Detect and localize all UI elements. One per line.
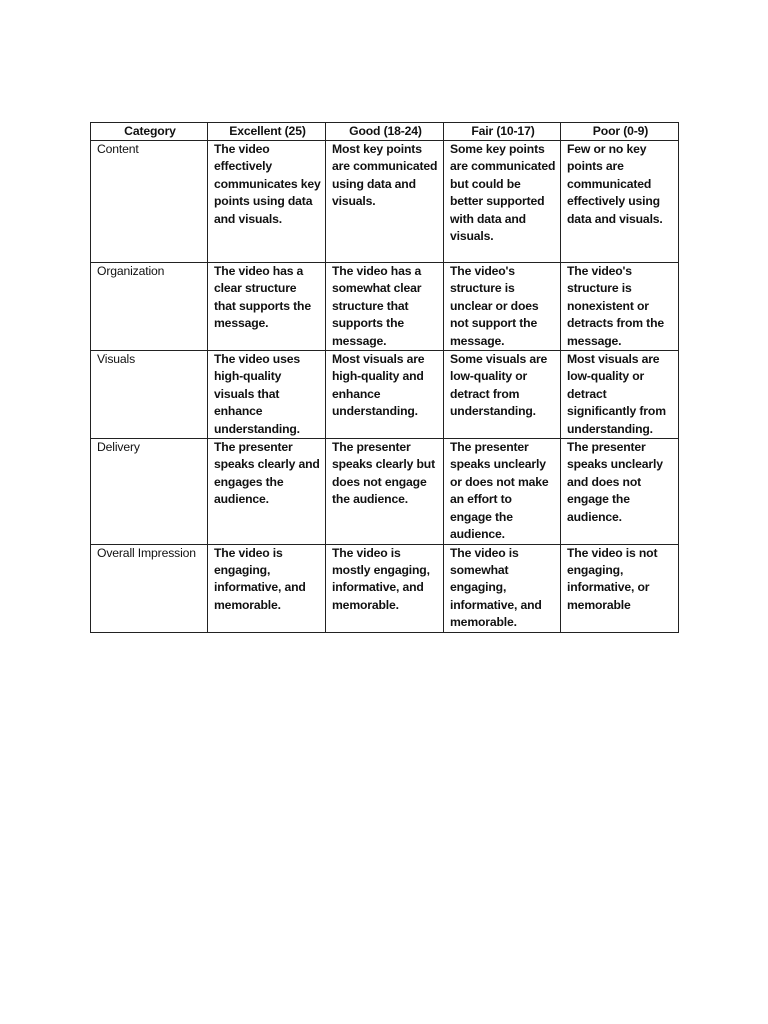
table-cell: Few or no key points are communicated effectively using data and visuals. xyxy=(561,141,679,263)
table-cell: Most visuals are low-quality or detract significantly from understanding. xyxy=(561,351,679,439)
category-cell: Delivery xyxy=(91,439,208,544)
category-cell: Overall Impression xyxy=(91,544,208,632)
table-cell: The video has a somewhat clear structure that supports the message. xyxy=(326,263,444,351)
table-cell: The presenter speaks unclearly or does not make an effort to engage the audience. xyxy=(444,439,561,544)
header-poor: Poor (0-9) xyxy=(561,123,679,141)
table-cell: The presenter speaks unclearly and does not engage the audience. xyxy=(561,439,679,544)
table-cell: The video is not engaging, informative, or memorable xyxy=(561,544,679,632)
table-cell: Some visuals are low-quality or detract from understanding. xyxy=(444,351,561,439)
category-cell: Content xyxy=(91,141,208,263)
table-cell: Most key points are communicated using data and visuals. xyxy=(326,141,444,263)
header-row xyxy=(91,123,679,141)
category-cell: Visuals xyxy=(91,351,208,439)
header-excellent: Excellent (25) xyxy=(208,123,326,141)
table-cell: The presenter speaks clearly and engages the audience. xyxy=(208,439,326,544)
header-category: Category xyxy=(91,123,208,141)
table-cell: The video is engaging, informative, and memorable. xyxy=(208,544,326,632)
table-cell: The video is somewhat engaging, informative, and memorable. xyxy=(444,544,561,632)
table-cell: The presenter speaks clearly but does not engage the audience. xyxy=(326,439,444,544)
table-row xyxy=(91,141,679,263)
table-row xyxy=(91,263,679,351)
table-cell: The video uses high-quality visuals that enhance understanding. xyxy=(208,351,326,439)
table-cell: The video is mostly engaging, informative, and memorable. xyxy=(326,544,444,632)
table-cell: Some key points are communicated but could be better supported with data and visuals. xyxy=(444,141,561,263)
table-row xyxy=(91,439,679,544)
category-cell: Organization xyxy=(91,263,208,351)
table-cell: The video has a clear structure that supports the message. xyxy=(208,263,326,351)
table-row xyxy=(91,351,679,439)
table-row xyxy=(91,544,679,632)
rubric-table xyxy=(90,122,679,633)
table-cell: Most visuals are high-quality and enhance understanding. xyxy=(326,351,444,439)
table-cell: The video's structure is nonexistent or detracts from the message. xyxy=(561,263,679,351)
header-good: Good (18-24) xyxy=(326,123,444,141)
table-cell: The video effectively communicates key points using data and visuals. xyxy=(208,141,326,263)
header-fair: Fair (10-17) xyxy=(444,123,561,141)
table-cell: The video's structure is unclear or does not support the message. xyxy=(444,263,561,351)
